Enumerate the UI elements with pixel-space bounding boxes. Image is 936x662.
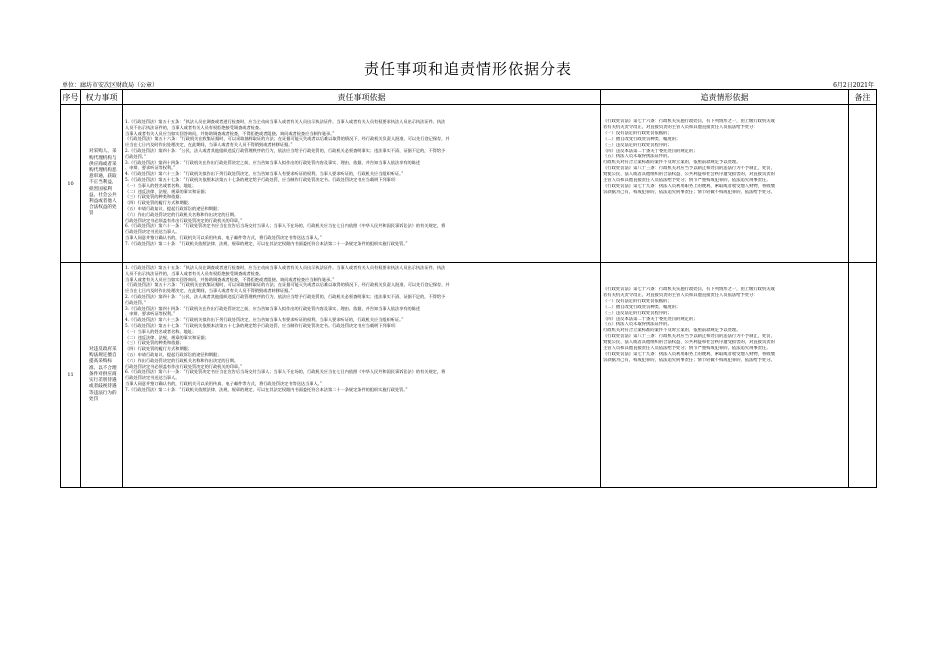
row-item: 对违反政府采购法规定擅自提高采购标准、以不合理条件对供应商实行差别待遇或者歧视待遇等违法行为的处罚 bbox=[81, 263, 123, 488]
text-line: 7.《行政处罚法》第二十条：“行政机关依照法律、法规、规章的规定，可以在其法定权限内书面委托符合本法第二十一条规定条件的组织实施行政处罚。” bbox=[125, 240, 408, 246]
row-seq: 11 bbox=[61, 263, 81, 488]
text-line: 行政处罚决定书送达当事人。 bbox=[125, 375, 180, 381]
text-line: （一）没有法定的行政处罚依据的； bbox=[603, 130, 672, 136]
text-line: 《行政处罚法》第八十三条：行政机关对应当予以制止和处罚的违法行为不予制止、处罚， bbox=[603, 334, 775, 340]
text-line: 1.《行政处罚法》第五十五条：“执法人员在调查或者进行检查时，应当主动向当事人或者有关人员出示执法证件。当事人或者有关人员有权要求执法人员出示执法证件。执法 bbox=[125, 265, 446, 270]
text-line: 主管人员和其他直接责任人员依法给予处分；情节严重构成犯罪的，依法追究刑事责任。 bbox=[603, 346, 771, 352]
text-line: （五）申请行政复议、提起行政诉讼的途径和期限； bbox=[125, 351, 222, 357]
text-line: （三）违反法定的行政处罚程序的； bbox=[603, 310, 672, 316]
text-line: 致使公民、法人或者其他组织的合法权益、公共利益和社会秩序遭受损害的，对直接负责的 bbox=[603, 340, 775, 346]
text-line: （一）没有法定的行政处罚依据的； bbox=[603, 298, 672, 304]
header-note: 备注 bbox=[849, 90, 877, 105]
text-line: 行政处罚决定书送达当事人。 bbox=[125, 229, 180, 235]
text-line: 、申辩、要求听证等权利。” bbox=[125, 165, 176, 171]
text-line: 行政处罚决定书必须盖有作出行政处罚决定的行政机关的印章。” bbox=[125, 363, 243, 369]
text-line: 应当在七日内及时作出处理决定，在此期间，当事人或者有关人员不得销毁或者转移证据。” bbox=[125, 288, 293, 294]
text-line: （四）行政处罚的履行方式和期限； bbox=[125, 346, 193, 352]
text-line: 者有关机关责令改正，对直接负责的主管人员和其他直接责任人员依法给予处分： bbox=[603, 124, 758, 130]
text-line: 行政处罚。” bbox=[125, 299, 146, 305]
text-line: （五）申请行政复议、提起行政诉讼的途径和期限； bbox=[125, 205, 222, 211]
row-pursue bbox=[601, 105, 849, 263]
text-line: 致使公民、法人或者其他组织的合法权益、公共利益和社会秩序遭受损害的，对直接负责的 bbox=[603, 172, 775, 178]
text-line: （一）当事人的姓名或者名称、地址； bbox=[125, 328, 197, 334]
text-line: （六）作出行政处罚决定的行政机关名称和作出决定的日期。 bbox=[125, 211, 239, 217]
text-line: 当事人或者有关人员应当如实回答询问，并协助调查或者检查，不得拒绝或者阻挠。询问或者检查应当制作笔录。” bbox=[125, 276, 335, 282]
text-line: 《行政处罚法》第七十六条：行政机关实施行政处罚，有下列情形之一，由上级行政机关或 bbox=[603, 119, 775, 124]
text-line: 、申辩、要求听证等权利。” bbox=[125, 311, 176, 317]
text-line: 2.《行政处罚法》第四十条：“公民、法人或者其他组织违反行政管理秩序的行为，依法应当给予行政处罚的，行政机关必须查明事实；违法事实不清、证据不足的，不得给予 bbox=[125, 293, 446, 299]
responsibility-table bbox=[60, 89, 877, 488]
row-item: 对采购人、采购代理机构与供应商或者采购代理机构恶意串通，获取不正当利益，损害国家利益、社会公共利益或者他人合法权益的处罚 bbox=[81, 105, 123, 263]
row-seq: 10 bbox=[61, 105, 81, 263]
text-line: 3.《行政处罚法》第四十四条：“行政机关在作出行政处罚决定之前，应当告知当事人拟作出的行政处罚内容及事实、理由、依据，并告知当事人依法享有的陈述 bbox=[125, 159, 421, 165]
text-line: 4.《行政处罚法》第六十三条：“行政机关拟作出下列行政处罚决定，应当告知当事人有要求听证的权利，当事人要求听证的，行政机关应当组织听证。” bbox=[125, 171, 404, 177]
row-basis bbox=[123, 105, 601, 263]
text-line: 5.《行政处罚法》第五十七条：“行政机关依照本法第五十七条的规定给予行政处罚，应当制作行政处罚决定书。行政处罚决定书应当载明下列事项： bbox=[125, 176, 400, 182]
text-line: 7.《行政处罚法》第二十条：“行政机关依照法律、法规、规章的规定，可以在其法定权限内书面委托符合本法第二十一条规定条件的组织实施行政处罚。” bbox=[125, 386, 408, 392]
text-line: 《行政处罚法》第五十六条：“行政机关在收集证据时，可以采取抽样取证的方法；在证据可能灭失或者以后难以取得的情况下，经行政机关负责人批准，可以先行登记保存，并 bbox=[125, 136, 450, 142]
text-line: （三）行政处罚的种类和依据； bbox=[125, 194, 184, 200]
row-note bbox=[849, 263, 877, 488]
text-line: 3.《行政处罚法》第四十四条：“行政机关在作出行政处罚决定之前，应当告知当事人拟作出的行政处罚内容及事实、理由、依据，并告知当事人依法享有的陈述 bbox=[125, 305, 421, 311]
text-line: 《行政处罚法》第七十六条：行政机关实施行政处罚，有下列情形之一，由上级行政机关或 bbox=[603, 287, 775, 292]
text-line: （五）执法人员未取得执法证件的。 bbox=[603, 154, 672, 160]
text-line: 《行政处罚法》第七十九条：执法人员利用职务上的便利，索取或者收受他人财物，将收缴 bbox=[603, 351, 775, 357]
page-title: 责任事项和追责情形依据分表 bbox=[363, 60, 572, 78]
text-line: 行政处罚。” bbox=[125, 153, 146, 159]
text-line: （二）擅自改变行政处罚种类、幅度的； bbox=[603, 136, 681, 142]
table-row bbox=[61, 105, 877, 263]
text-line: 《行政处罚法》第五十六条：“行政机关在收集证据时，可以采取抽样取证的方法；在证据可能灭失或者以后难以取得的情况下，经行政机关负责人批准，可以先行登记保存，并 bbox=[125, 282, 450, 288]
text-line: 行政机关对符合立案标准的案件不及时立案的，依照前款规定予以处理。 bbox=[603, 328, 741, 334]
text-line: 6.《行政处罚法》第六十一条：“行政处罚决定书应当在宣告后当场交付当事人；当事人不在场的，行政机关应当在七日内依照《中华人民共和国民事诉讼法》的有关规定，将 bbox=[125, 369, 446, 375]
text-line: （五）执法人员未取得执法证件的。 bbox=[603, 322, 672, 328]
text-line: （四）行政处罚的履行方式和期限； bbox=[125, 200, 193, 206]
row-basis bbox=[123, 263, 601, 488]
text-line: 人员不出示执法证件的，当事人或者有关人员有权拒绝接受调查或者检查。 bbox=[125, 124, 264, 130]
text-line: （四）违反本法第二十条关于委托处罚的规定的； bbox=[603, 148, 698, 154]
header-basis: 责任事项依据 bbox=[123, 90, 601, 105]
text-line: （三）违反法定的行政处罚程序的； bbox=[603, 142, 672, 148]
text-line: 当事人同意并签订确认书的，行政机关可以采用传真、电子邮件等方式，将行政处罚决定书等送达当事人。” bbox=[125, 234, 322, 240]
row-pursue bbox=[601, 263, 849, 488]
header-item: 权力事项 bbox=[81, 90, 123, 105]
row-note bbox=[849, 105, 877, 263]
text-line: 《行政处罚法》第八十三条：行政机关对应当予以制止和处罚的违法行为不予制止、处罚， bbox=[603, 166, 775, 172]
text-line: （三）行政处罚的种类和依据； bbox=[125, 340, 184, 346]
table-row bbox=[61, 263, 877, 488]
text-line: 当事人同意并签订确认书的，行政机关可以采用传真、电子邮件等方式，将行政处罚决定书等送达当事人。” bbox=[125, 380, 322, 386]
text-line: 罚款据为己有，构成犯罪的，依法追究刑事责任；情节轻微不构成犯罪的，依法给予处分。 bbox=[603, 189, 775, 195]
text-line: （六）作出行政处罚决定的行政机关名称和作出决定的日期。 bbox=[125, 357, 239, 363]
text-line: 行政机关对符合立案标准的案件不及时立案的，依照前款规定予以处理。 bbox=[603, 160, 741, 166]
text-line: 1.《行政处罚法》第五十五条：“执法人员在调查或者进行检查时，应当主动向当事人或者有关人员出示执法证件。当事人或者有关人员有权要求执法人员出示执法证件。执法 bbox=[125, 119, 446, 124]
date-label: 6月2日2021年 bbox=[833, 82, 874, 89]
header-seq: 序号 bbox=[61, 90, 81, 105]
text-line: 行政处罚决定书必须盖有作出行政处罚决定的行政机关的印章。” bbox=[125, 217, 243, 223]
text-line: 5.《行政处罚法》第五十七条：“行政机关依照本法第五十七条的规定给予行政处罚，应当制作行政处罚决定书。行政处罚决定书应当载明下列事项： bbox=[125, 322, 400, 328]
text-line: 主管人员和其他直接责任人员依法给予处分；情节严重构成犯罪的，依法追究刑事责任。 bbox=[603, 178, 771, 184]
text-line: 人员不出示执法证件的，当事人或者有关人员有权拒绝接受调查或者检查。 bbox=[125, 270, 264, 276]
unit-label: 单位：廊坊市安次区财政局（公章） bbox=[62, 82, 159, 89]
text-line: 《行政处罚法》第七十九条：执法人员利用职务上的便利，索取或者收受他人财物，将收缴 bbox=[603, 183, 775, 189]
text-line: （一）当事人的姓名或者名称、地址； bbox=[125, 182, 197, 188]
text-line: （二）违反法律、法规、规章的事实和证据； bbox=[125, 188, 209, 194]
header-pursue: 追责情形依据 bbox=[601, 90, 849, 105]
text-line: 应当在七日内及时作出处理决定，在此期间，当事人或者有关人员不得销毁或者转移证据。” bbox=[125, 142, 293, 148]
text-line: 6.《行政处罚法》第六十一条：“行政处罚决定书应当在宣告后当场交付当事人；当事人不在场的，行政机关应当在七日内依照《中华人民共和国民事诉讼法》的有关规定，将 bbox=[125, 223, 446, 229]
text-line: 4.《行政处罚法》第六十三条：“行政机关拟作出下列行政处罚决定，应当告知当事人有要求听证的权利，当事人要求听证的，行政机关应当组织听证。” bbox=[125, 317, 404, 323]
text-line: 者有关机关责令改正，对直接负责的主管人员和其他直接责任人员依法给予处分： bbox=[603, 292, 758, 298]
text-line: 当事人或者有关人员应当如实回答询问，并协助调查或者检查，不得拒绝或者阻挠。询问或者检查应当制作笔录。” bbox=[125, 130, 335, 136]
text-line: （四）违反本法第二十条关于委托处罚的规定的； bbox=[603, 316, 698, 322]
text-line: 罚款据为己有，构成犯罪的，依法追究刑事责任；情节轻微不构成犯罪的，依法给予处分。 bbox=[603, 357, 775, 363]
text-line: 2.《行政处罚法》第四十条：“公民、法人或者其他组织违反行政管理秩序的行为，依法应当给予行政处罚的，行政机关必须查明事实；违法事实不清、证据不足的，不得给予 bbox=[125, 147, 446, 153]
text-line: （二）违反法律、法规、规章的事实和证据； bbox=[125, 334, 209, 340]
text-line: （二）擅自改变行政处罚种类、幅度的； bbox=[603, 304, 681, 310]
table-header-row bbox=[61, 90, 877, 105]
